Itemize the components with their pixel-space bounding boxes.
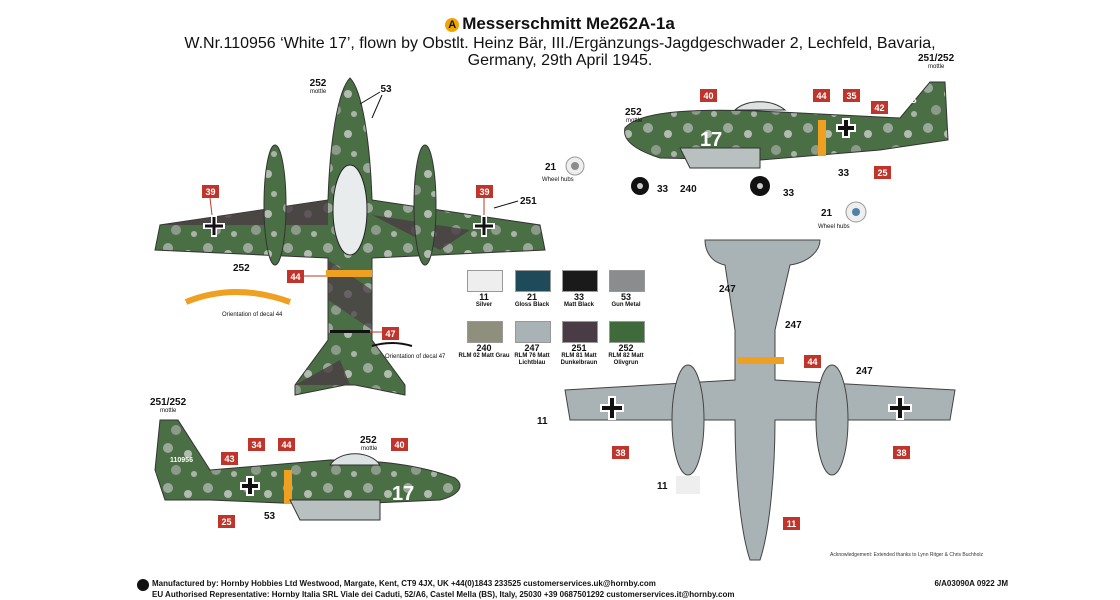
tag-38-right — [893, 446, 910, 459]
svg-text:35: 35 — [846, 91, 857, 101]
svg-text:17: 17 — [700, 129, 723, 151]
tag-34-left — [248, 438, 265, 451]
svg-text:S: S — [910, 95, 917, 106]
svg-text:42: 42 — [874, 103, 885, 113]
swatch-11-name: Silver — [475, 302, 493, 308]
label-mottle-side: mottle — [626, 118, 643, 124]
wheel-hub-1 — [566, 157, 584, 175]
svg-text:47: 47 — [385, 329, 396, 339]
label-240-side: 240 — [680, 184, 697, 195]
swatch-240-number: 240 — [476, 343, 492, 353]
swatch-240-name: RLM 02 Matt Grau — [458, 353, 510, 359]
tag-40-side — [700, 89, 717, 102]
aircraft-title-text: Messerschmitt Me262A-1a — [462, 14, 675, 33]
tag-25-side — [874, 166, 891, 179]
label-247-bottom-mid: 247 — [785, 320, 802, 331]
label-252-left: 252 — [360, 435, 377, 446]
tag-38-left — [612, 446, 629, 459]
label-33-side-main: 33 — [783, 188, 795, 199]
side-view-left — [155, 420, 460, 520]
swatch-33 — [562, 270, 598, 292]
label-252-wing: 252 — [233, 263, 250, 274]
swatch-11 — [467, 270, 503, 292]
svg-text:39: 39 — [205, 187, 216, 197]
label-mottle-left-2: mottle — [361, 446, 378, 452]
label-orientation-44: Orientation of decal 44 — [222, 312, 283, 318]
swatch-247-name: RLM 76 Matt Lichtblau — [514, 353, 550, 366]
swatch-53-name: Gun Metal — [611, 302, 641, 308]
swatch-33-number: 33 — [573, 292, 584, 302]
tag-43-left — [221, 452, 238, 465]
label-mottle-tail: mottle — [928, 64, 945, 70]
label-11-bottom-nacelle: 11 — [657, 481, 668, 492]
wheel-hub-2 — [846, 202, 866, 222]
svg-text:40: 40 — [394, 440, 405, 450]
side-view-right — [625, 82, 948, 196]
sheet-code: 6/A03090A 0922 JM — [934, 579, 1008, 588]
svg-text:25: 25 — [877, 168, 888, 178]
aircraft-subtitle-line1: W.Nr.110956 ‘White 17’, flown by Obstlt. Heinz Bär, III./Ergänzungs-Jagdgeschwader 2, Lechfeld, Bavaria, — [184, 35, 936, 52]
svg-text:44: 44 — [816, 91, 827, 101]
tag-44-side — [813, 89, 830, 102]
scheme-badge: A — [445, 18, 459, 32]
swatch-252-number: 252 — [618, 343, 634, 353]
swatch-252-name: RLM 82 Matt Olivgrun — [608, 353, 644, 366]
label-247-bottom-nose: 247 — [719, 284, 736, 295]
svg-text:39: 39 — [479, 187, 490, 197]
swatch-53-number: 53 — [620, 292, 631, 302]
swatch-247 — [515, 321, 551, 343]
label-252-top: 252 — [309, 78, 327, 89]
tag-44-bottom — [804, 355, 821, 368]
label-orientation-47: Orientation of decal 47 — [385, 354, 446, 360]
hornby-logo-icon — [137, 579, 149, 591]
decal-47-top — [330, 330, 370, 333]
svg-text:44: 44 — [290, 272, 301, 282]
svg-text:25: 25 — [221, 517, 232, 527]
label-33-side-front: 33 — [657, 184, 669, 195]
label-252-side: 252 — [625, 107, 642, 118]
svg-text:11: 11 — [786, 519, 797, 529]
tag-42-side — [871, 101, 888, 114]
swatch-53 — [609, 270, 645, 292]
svg-text:43: 43 — [224, 454, 235, 464]
label-251-top: 251 — [520, 196, 537, 207]
svg-text:17: 17 — [392, 483, 415, 505]
footer-eu-representative: EU Authorised Representative: Hornby Italia SRL Viale dei Caduti, 52/A6, Castel Mella (BS), Italy, 25030 +39 0687501292 customerservices.it@hornby.com — [152, 590, 735, 599]
label-wheel-hubs-1: Wheel hubs — [542, 177, 574, 183]
label-21-hub1: 21 — [545, 162, 557, 173]
orientation-arc-44 — [186, 292, 290, 302]
label-251-252-side: 251/252 — [918, 53, 955, 64]
aircraft-subtitle-line2: Germany, 29th April 1945. — [467, 52, 653, 69]
swatch-247-number: 247 — [524, 343, 540, 353]
swatch-33-name: Matt Black — [563, 302, 594, 308]
label-21-hub2: 21 — [821, 208, 833, 219]
footer-manufacturer: Manufactured by: Hornby Hobbies Ltd Westwood, Margate, Kent, CT9 4JX, UK +44(0)1843 233525 customerservices.uk@hornby.com — [152, 579, 656, 588]
svg-text:38: 38 — [896, 448, 907, 458]
tag-35-side — [843, 89, 860, 102]
label-251-252-left: 251/252 — [150, 397, 187, 408]
decal-44-top — [326, 270, 372, 277]
svg-text:40: 40 — [703, 91, 714, 101]
swatch-251 — [562, 321, 598, 343]
tag-47-top — [370, 327, 399, 340]
acknowledgement: Acknowledgement: Extended thanks to Lynn Ritger & Chris Buchholz — [830, 552, 983, 558]
orientation-arc-47 — [372, 343, 412, 346]
swatch-251-number: 251 — [571, 343, 587, 353]
svg-text:110956: 110956 — [170, 457, 193, 464]
swatch-252 — [609, 321, 645, 343]
label-mottle-top: mottle — [309, 89, 327, 95]
svg-text:44: 44 — [281, 440, 292, 450]
label-11-bottom-wingtip: 11 — [537, 416, 548, 427]
tag-44-left — [278, 438, 295, 451]
label-247-bottom-wing: 247 — [856, 366, 873, 377]
label-53-left: 53 — [264, 511, 276, 522]
tag-11-bottom — [783, 517, 800, 530]
swatch-251-name: RLM 81 Matt Dunkelbraun — [560, 353, 598, 366]
label-wheel-hubs-2: Wheel hubs — [818, 224, 850, 230]
swatch-21-name: Gloss Black — [514, 302, 550, 308]
label-mottle-left: mottle — [160, 408, 177, 414]
swatch-240 — [467, 321, 503, 343]
swatch-21-number: 21 — [526, 292, 537, 302]
tag-39-left — [202, 185, 219, 215]
label-53-top: 53 — [380, 84, 392, 95]
swatch-11-number: 11 — [479, 292, 489, 302]
svg-text:44: 44 — [807, 357, 818, 367]
tag-44-top — [287, 270, 326, 283]
svg-text:34: 34 — [251, 440, 262, 450]
tag-40-left — [391, 438, 408, 451]
swatch-21 — [515, 270, 551, 292]
svg-text:38: 38 — [615, 448, 626, 458]
label-33-side-cross: 33 — [838, 168, 850, 179]
tag-39-right — [476, 185, 493, 215]
tag-25-left — [218, 515, 235, 528]
